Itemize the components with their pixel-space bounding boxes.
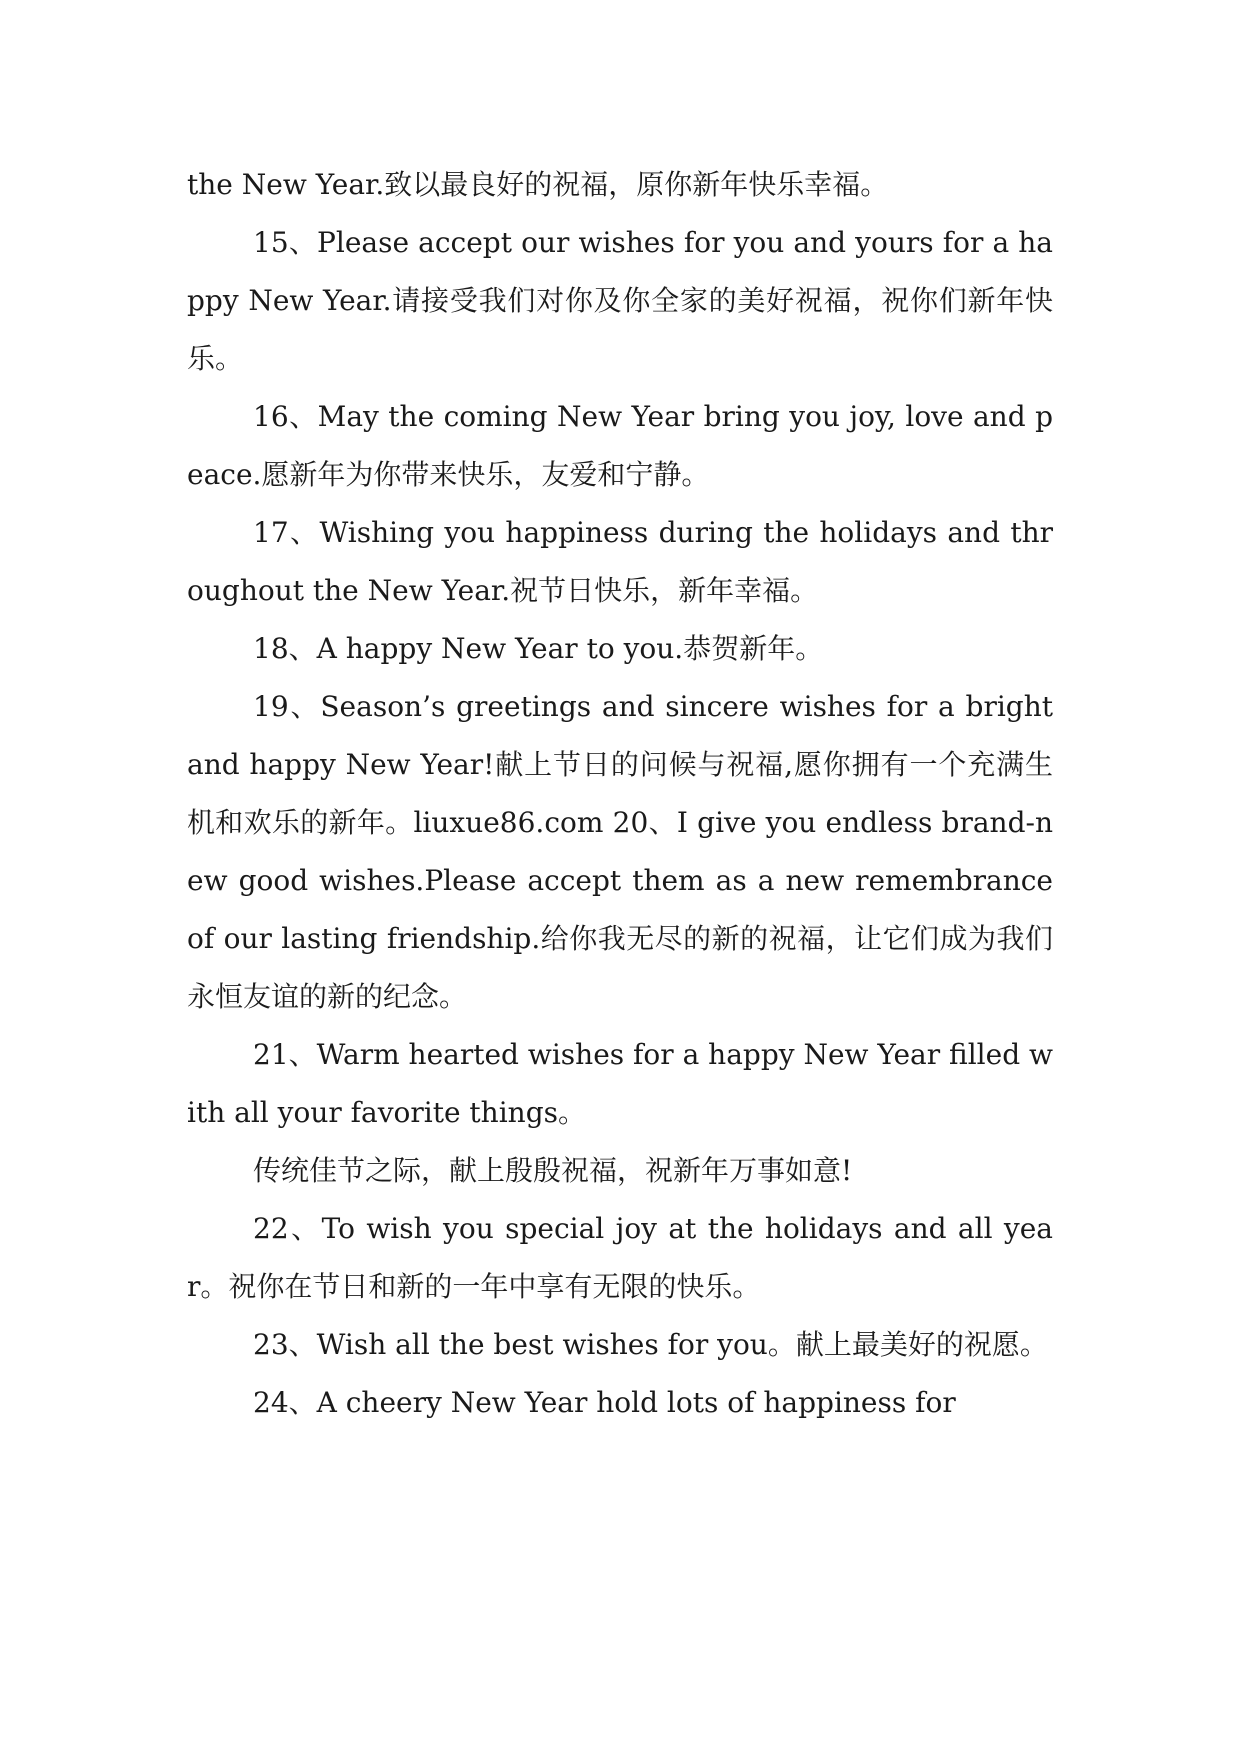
document-page xyxy=(187,156,1053,1432)
paragraph-new-year-wish-end: the New Year.致以最良好的祝福，原你新年快乐幸福。 xyxy=(187,168,889,201)
paragraph-item-16: 16、May the coming New Year bring you joy, love and peace.愿新年为你带来快乐，友爱和宁静。 xyxy=(187,400,1053,491)
paragraph-item-21: 21、Warm hearted wishes for a happy New Year filled with all your favorite things。 xyxy=(187,1038,1053,1129)
paragraph-item-24: 24、A cheery New Year hold lots of happiness for xyxy=(253,1386,956,1419)
paragraph-festival-blessing: 传统佳节之际，献上殷殷祝福，祝新年万事如意! xyxy=(253,1154,853,1187)
paragraph-item-17: 17、Wishing you happiness during the holidays and throughout the New Year.祝节日快乐，新年幸福。 xyxy=(187,516,1053,607)
paragraph-item-22: 22、To wish you special joy at the holidays and all year。祝你在节日和新的一年中享有无限的快乐。 xyxy=(187,1212,1053,1303)
paragraph-item-19-20: 19、Season’s greetings and sincere wishes for a bright and happy New Year!献上节日的问候与祝福,愿你拥有一个充满生机和欢乐的新年。liuxue86.com 20、I give you endless brand-new good wishes.Please accept them as a new remembrance of our lasting friendship.给你我无尽的新的祝福，让它们成为我们永恒友谊的新的纪念。 xyxy=(187,690,1053,1013)
paragraph-item-15: 15、Please accept our wishes for you and yours for a happy New Year.请接受我们对你及你全家的美好祝福，祝你们新年快乐。 xyxy=(187,226,1053,375)
paragraph-item-23: 23、Wish all the best wishes for you。献上最美好的祝愿。 xyxy=(253,1328,1048,1361)
paragraph-item-18: 18、A happy New Year to you.恭贺新年。 xyxy=(253,632,824,665)
